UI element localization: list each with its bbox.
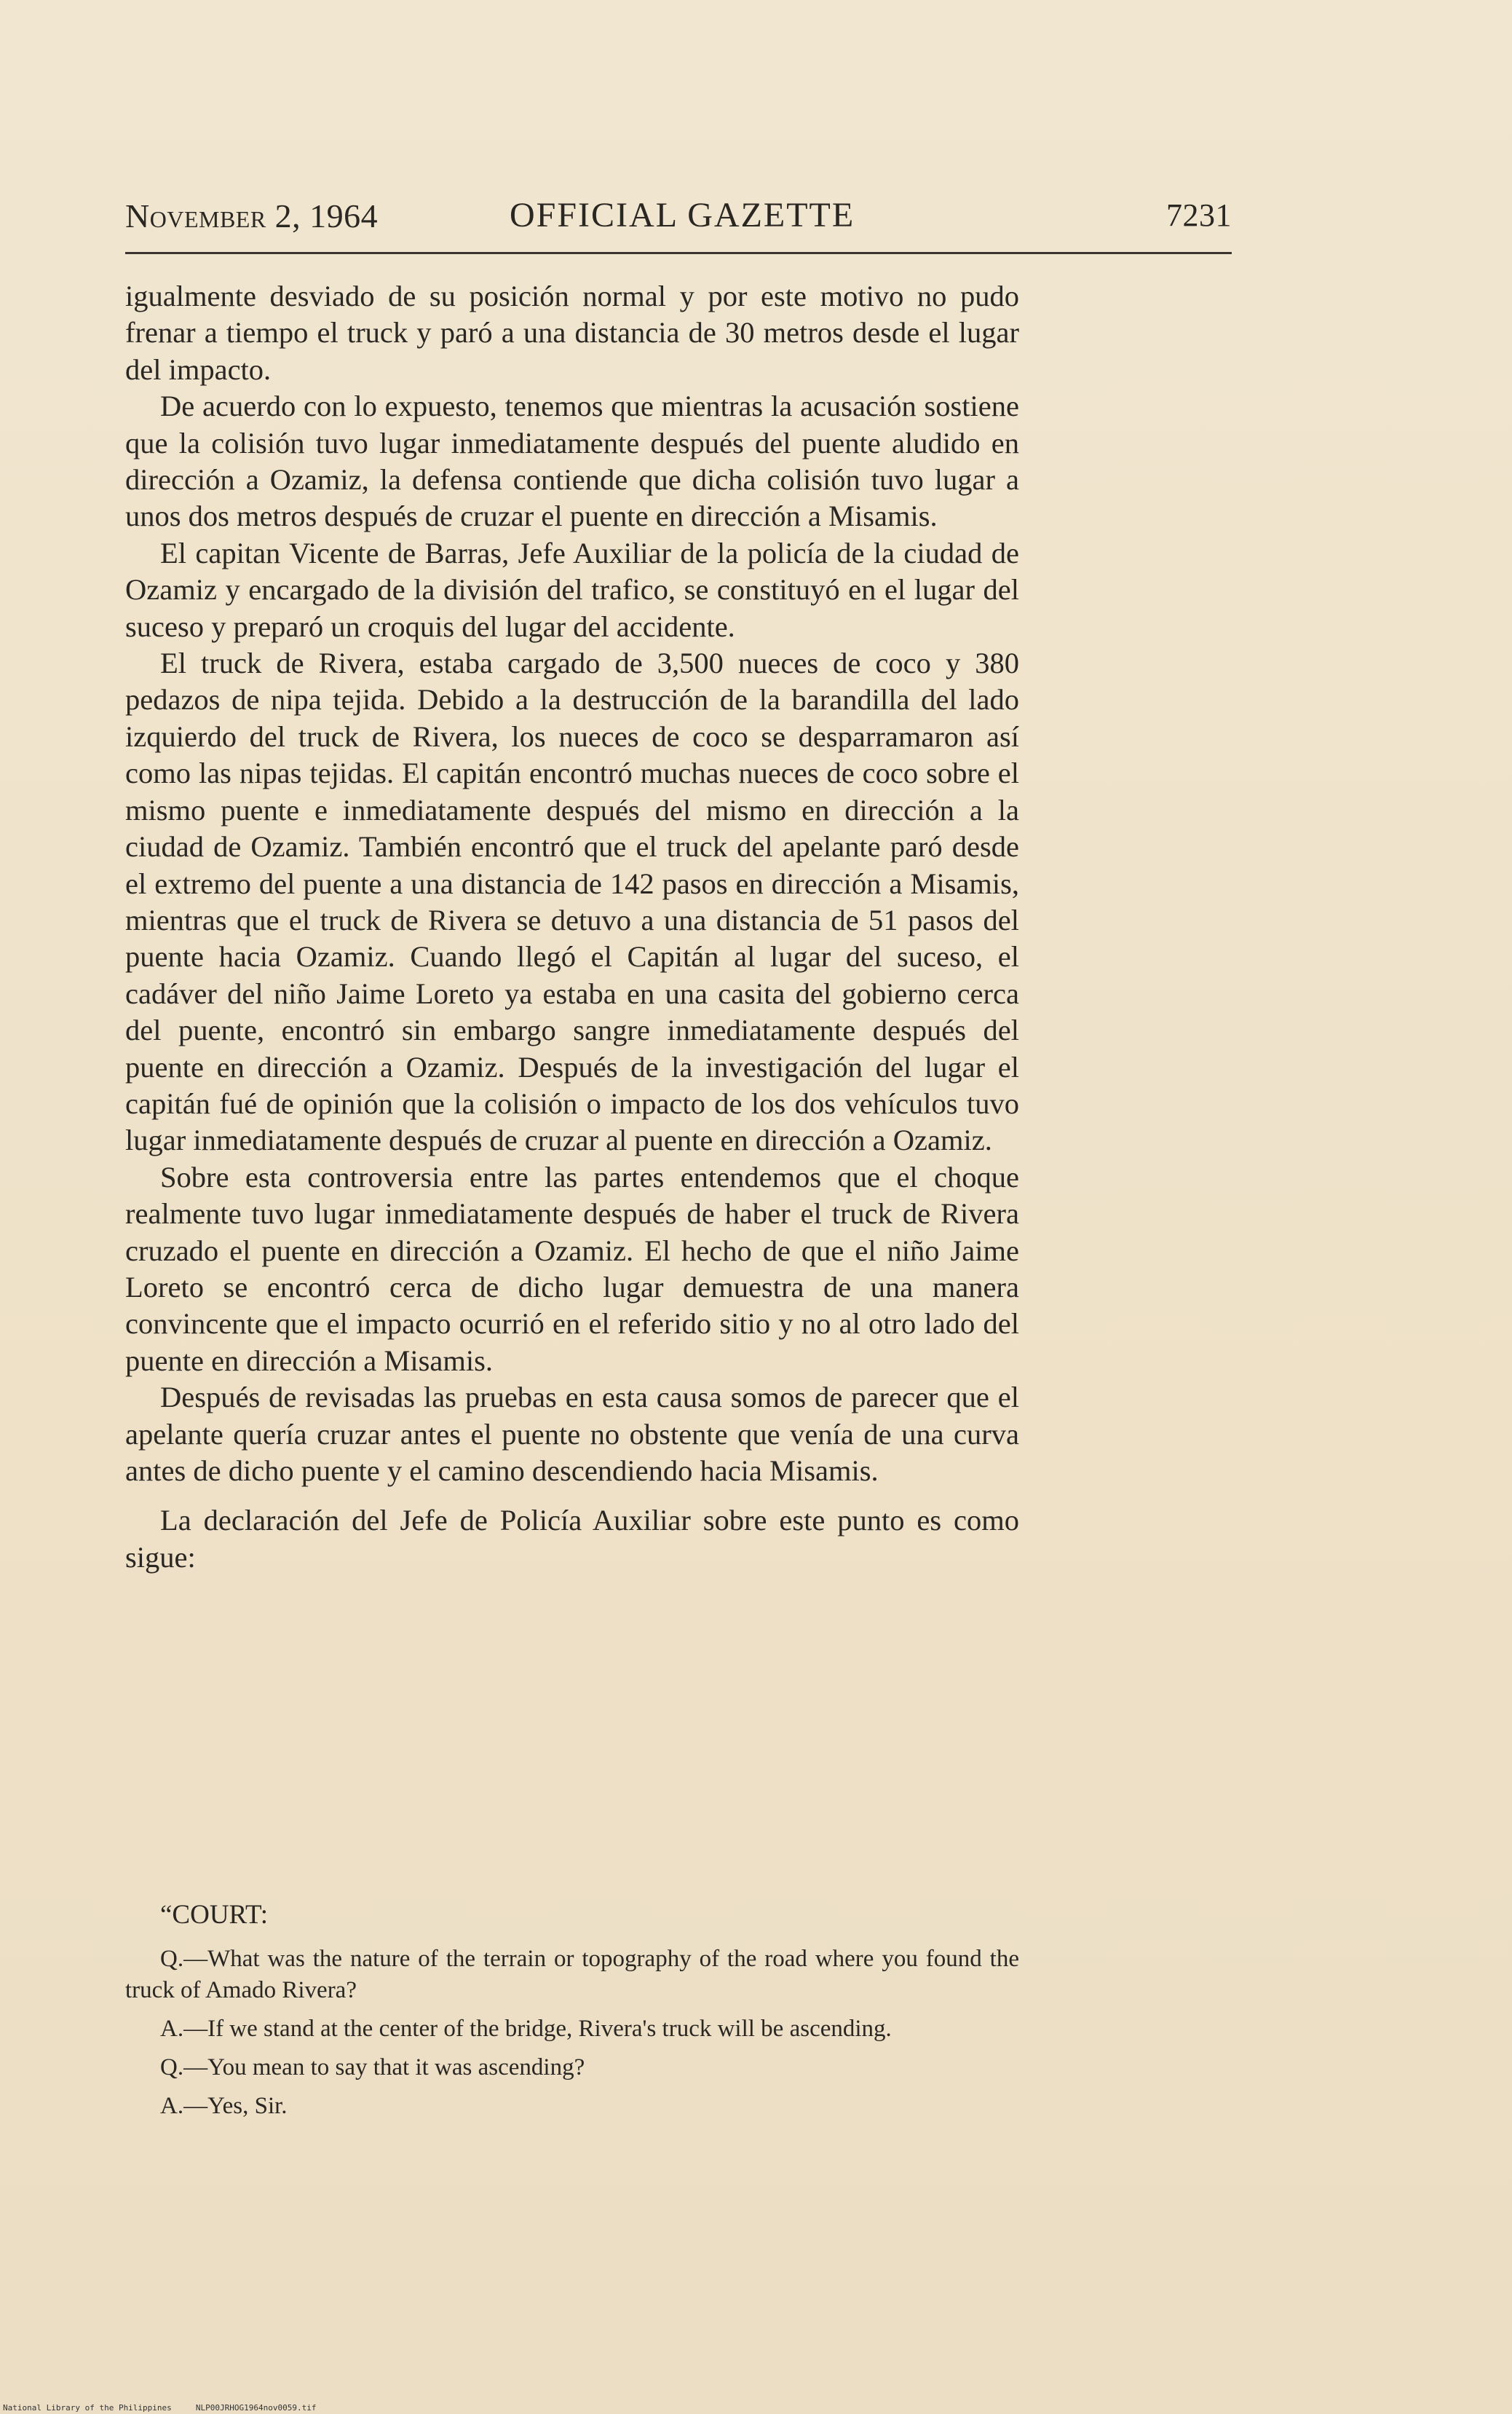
transcript-line: Q.—You mean to say that it was ascending? (160, 2054, 585, 2080)
scan-footer (3, 2403, 317, 2413)
court-transcript (125, 1899, 1019, 2129)
publication-title: OFFICIAL GAZETTE (510, 196, 855, 234)
footer-file: NLP00JRHOG1964nov0059.tif (195, 2403, 317, 2413)
paragraph: Después de revisadas las pruebas en esta causa somos de parecer que el apelante quería cruzar antes el puente no obstente que venía de una curva antes de dicho puente y el camino descendiendo hacia Misamis. (125, 1381, 1019, 1487)
paragraph: Sobre esta controversia entre las partes entendemos que el choque realmente tuvo lugar inmediatamente después de haber el truck de Rivera cruzado el puente en dirección a Ozamiz. El hecho de que el niño Jaime Loreto se encontró cerca de dicho lugar demuestra de una manera convincente que el impacto ocurrió en el referido sitio y no al otro lado del puente en dirección a Misamis. (125, 1160, 1019, 1377)
header-rule (125, 252, 1232, 254)
transcript-line: A.—If we stand at the center of the bridge, Rivera's truck will be ascending. (160, 2016, 892, 2042)
footer-library: National Library of the Philippines (3, 2403, 172, 2413)
paragraph: De acuerdo con lo expuesto, tenemos que mientras la acusación sostiene que la colisión tuvo lugar inmediatamente después del puente aludido en dirección a Ozamiz, la defensa contiende que dicha colisión tuvo lugar a unos dos metros después de cruzar el puente en dirección a Misamis. (125, 390, 1019, 533)
paragraph: El capitan Vicente de Barras, Jefe Auxiliar de la policía de la ciudad de Ozamiz y encargado de la división del trafico, se constituyó en el lugar del suceso y preparó un croquis del lugar del accidente. (125, 536, 1019, 643)
body-text (125, 278, 1019, 1576)
page-number: 7231 (1166, 197, 1232, 233)
paragraph: La declaración del Jefe de Policía Auxiliar sobre este punto es como sigue: (125, 1504, 1019, 1574)
paragraph: El truck de Rivera, estaba cargado de 3,500 nueces de coco y 380 pedazos de nipa tejida. Debido a la destrucción de la barandilla del lado izquierdo del truck de Rivera, los nueces de coco se desparramaron así como las nipas tejidas. El capitán encontró muchas nueces de coco sobre el mismo puente e inmediatamente después del mismo en dirección a la ciudad de Ozamiz. También encontró que el truck del apelante paró desde el extremo del puente a una distancia de 142 pasos en dirección a Misamis, mientras que el truck de Rivera se detuvo a una distancia de 51 pasos del puente hacia Ozamiz. Cuando llegó el Capitán al lugar del suceso, el cadáver del niño Jaime Loreto ya estaba en una casita del gobierno cerca del puente, encontró sin embargo sangre inmediatamente después del puente en dirección a Ozamiz. Después de la investigación del lugar el capitán fué de opinión que la colisión o impacto de los dos vehículos tuvo lugar inmediatamente después de cruzar al puente en dirección a Ozamiz. (125, 647, 1019, 1157)
transcript-heading: “COURT: (160, 1900, 269, 1930)
header-date: November 2, 1964 (125, 197, 379, 234)
page-header (125, 191, 1232, 242)
transcript-line: A.—Yes, Sir. (160, 2093, 288, 2119)
transcript-line: Q.—What was the nature of the terrain or topography of the road where you found the truck of Amado Rivera? (125, 1946, 1019, 2003)
paragraph: igualmente desviado de su posición normal y por este motivo no pudo frenar a tiempo el truck y paró a una distancia de 30 metros desde el lugar del impacto. (125, 280, 1019, 386)
